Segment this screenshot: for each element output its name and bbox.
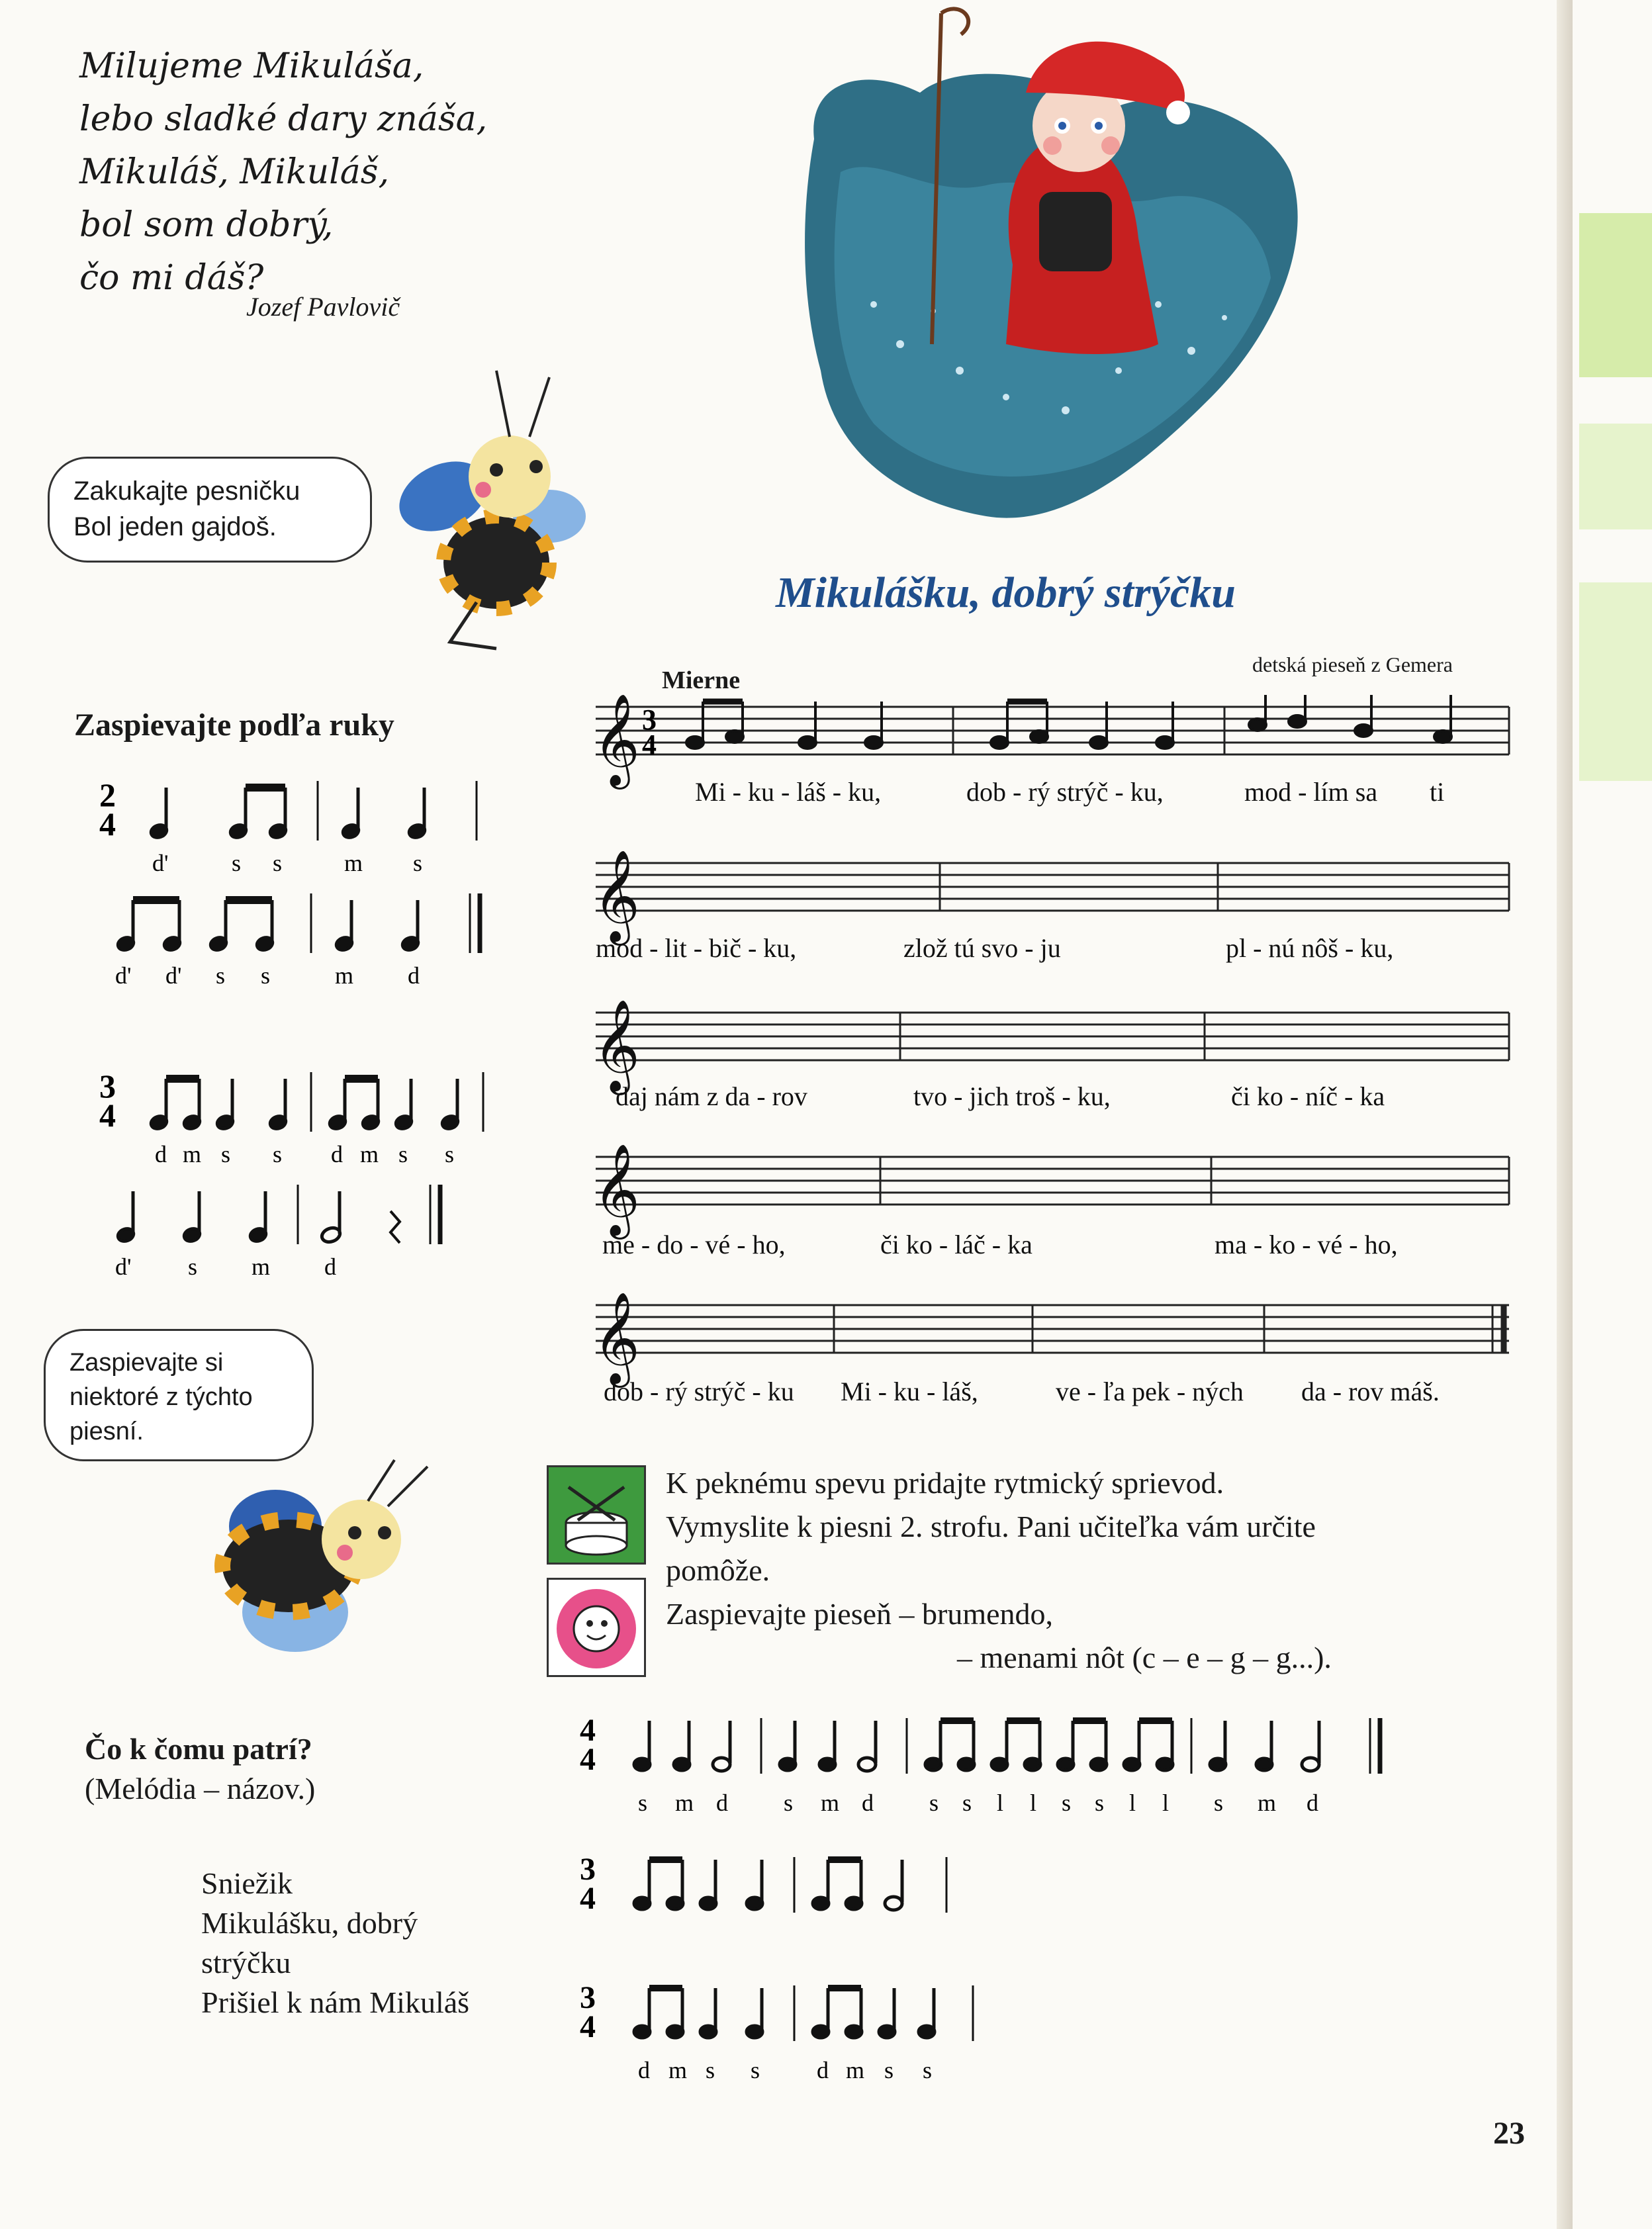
- rhythm-notation-row: [99, 781, 510, 887]
- matching-subheading: (Melódia – názov.): [85, 1772, 316, 1805]
- page-tab-marker: [1579, 582, 1652, 781]
- solmization-syllable: s: [1095, 1790, 1105, 1816]
- time-signature-bottom: 4: [99, 805, 116, 842]
- solmization-syllable: s: [929, 1790, 939, 1816]
- lyric-segment: me - do - vé - ho,: [602, 1230, 786, 1259]
- solmization-syllable: s: [1214, 1790, 1224, 1816]
- solmization-syllable: d': [115, 962, 132, 989]
- time-signature-bottom: 4: [580, 1881, 596, 1916]
- melody-rhythm-row[interactable]: [576, 1850, 1105, 1930]
- lyric-segment: ti: [1430, 777, 1445, 807]
- song-origin: detská pieseň z Gemera: [1252, 653, 1453, 676]
- staff: [596, 1157, 1509, 1205]
- lyric-segment: Mi - ku - láš,: [841, 1377, 978, 1406]
- solmization-syllable: d: [716, 1790, 728, 1816]
- solmization-syllable: m: [183, 1141, 202, 1167]
- bubble-text: Zakukajte pesničku: [73, 477, 300, 506]
- solmization-syllable: d': [152, 850, 169, 876]
- lyric-segment: zlož tú svo - ju: [903, 933, 1061, 963]
- music-score: [569, 695, 1522, 1436]
- solmization-syllable: d: [1307, 1790, 1318, 1816]
- treble-clef-icon: 𝄞: [593, 1144, 640, 1236]
- song-title: Mikulášku, dobrý strýčku: [776, 569, 1236, 617]
- time-signature-bottom: 4: [580, 1742, 596, 1777]
- page-tab-marker: [1579, 213, 1652, 377]
- solmization-syllable: l: [1030, 1790, 1037, 1816]
- treble-clef-icon: 𝄞: [593, 999, 640, 1091]
- melody-rhythm-row[interactable]: [576, 1979, 1105, 2098]
- time-signature-top: 2: [99, 781, 116, 813]
- solmization-syllable: m: [360, 1141, 379, 1167]
- solmization-syllable: s: [962, 1790, 972, 1816]
- lyric-segment: dob - rý strýč - ku,: [966, 777, 1164, 807]
- saint-nicholas-illustration: [788, 0, 1317, 549]
- rhythm-notation-row: [99, 893, 510, 993]
- task-line: – menami nôt (c – e – g – g...).: [957, 1641, 1332, 1674]
- solmization-syllable: d: [817, 2057, 829, 2083]
- solmization-syllable: s: [923, 2057, 933, 2083]
- speech-bubble: [44, 1329, 314, 1461]
- solmization-syllable: s: [273, 1141, 283, 1167]
- lyric-segment: či ko - láč - ka: [880, 1230, 1032, 1259]
- bubble-text: piesní.: [69, 1418, 144, 1445]
- solmization-syllable: d: [324, 1253, 336, 1280]
- solmization-syllable: s: [221, 1141, 231, 1167]
- speech-bubble: [48, 457, 372, 563]
- time-signature-top: 3: [580, 1980, 596, 2015]
- lyric-segment: či ko - níč - ka: [1231, 1081, 1385, 1111]
- staff: [596, 1305, 1509, 1353]
- page-tab-marker: [1579, 424, 1652, 529]
- rhythm-heading: Zaspievajte podľa ruky: [74, 707, 394, 743]
- task-line: Vymyslite k piesni 2. strofu. Pani učiteľka vám určite: [666, 1510, 1316, 1543]
- solmization-syllable: l: [1162, 1790, 1170, 1816]
- solmization-syllable: s: [216, 962, 226, 989]
- lyric-segment: pl - nú nôš - ku,: [1226, 933, 1394, 963]
- song-name[interactable]: Mikulášku, dobrý: [201, 1906, 418, 1940]
- bee-icon: [397, 357, 596, 662]
- humming-bee-icon: [547, 1578, 646, 1677]
- staff: [596, 863, 1509, 911]
- solmization-syllable: m: [668, 2057, 688, 2083]
- solmization-syllable: d: [331, 1141, 343, 1167]
- solmization-syllable: s: [784, 1790, 794, 1816]
- time-signature-top: 3: [99, 1072, 116, 1105]
- solmization-syllable: s: [445, 1141, 455, 1167]
- solmization-syllable: m: [335, 962, 354, 989]
- solmization-syllable: d: [638, 2057, 650, 2083]
- bubble-text: Zaspievajte si: [69, 1349, 224, 1377]
- notes: [686, 695, 1451, 749]
- solmization-syllable: s: [638, 1790, 648, 1816]
- poem-line: lebo sladké dary znáša,: [79, 99, 488, 139]
- solmization-syllable: l: [997, 1790, 1004, 1816]
- poem: [79, 40, 487, 304]
- solmization-syllable: m: [821, 1790, 840, 1816]
- poem-line: čo mi dáš?: [79, 258, 264, 298]
- solmization-syllable: m: [1258, 1790, 1277, 1816]
- poem-line: Milujeme Mikuláša,: [79, 46, 424, 86]
- lyric-segment: ma - ko - vé - ho,: [1215, 1230, 1398, 1259]
- song-name[interactable]: Sniežik: [201, 1866, 293, 1900]
- solmization-syllable: s: [261, 962, 271, 989]
- time-signature-top: 3: [580, 1852, 596, 1887]
- task-text: [666, 1461, 1332, 1680]
- melody-rhythm-row[interactable]: [576, 1711, 1502, 1831]
- lyric-segment: daj nám z da - rov: [616, 1081, 807, 1111]
- poem-line: bol som dobrý,: [79, 205, 334, 245]
- time-signature-bottom: 4: [580, 2009, 596, 2044]
- matching-heading: Čo k čomu patrí?: [85, 1732, 312, 1766]
- rhythm-notation-row: [99, 1072, 510, 1171]
- time-signature-bottom: 4: [642, 729, 657, 761]
- drum-icon: [547, 1465, 646, 1565]
- solmization-syllable: s: [273, 850, 283, 876]
- staff: [596, 1013, 1509, 1060]
- solmization-syllable: s: [884, 2057, 894, 2083]
- solmization-syllable: s: [188, 1253, 198, 1280]
- solmization-syllable: s: [232, 850, 242, 876]
- poem-author: Jozef Pavlovič: [246, 292, 400, 322]
- solmization-syllable: d: [408, 962, 420, 989]
- solmization-syllable: d: [155, 1141, 167, 1167]
- time-signature-top: 4: [580, 1713, 596, 1748]
- solmization-syllable: s: [751, 2057, 760, 2083]
- bubble-text: Bol jeden gajdoš.: [73, 512, 277, 541]
- lyric-segment: dob - rý strýč - ku: [604, 1377, 794, 1406]
- solmization-syllable: l: [1129, 1790, 1136, 1816]
- lyric-segment: ve - ľa pek - ných: [1056, 1377, 1244, 1406]
- tempo-marking: Mierne: [662, 666, 741, 694]
- solmization-syllable: m: [846, 2057, 865, 2083]
- rhythm-notation-row: [99, 1185, 510, 1284]
- solmization-syllable: m: [252, 1253, 271, 1280]
- lyric-segment: mod - lit - bič - ku,: [596, 933, 797, 963]
- solmization-syllable: d: [862, 1790, 874, 1816]
- time-signature-top: 3: [642, 704, 657, 736]
- task-line: K peknému spevu pridajte rytmický sprievod.: [666, 1466, 1224, 1500]
- solmization-syllable: d': [165, 962, 182, 989]
- lyric-segment: tvo - jich troš - ku,: [913, 1081, 1111, 1111]
- lyric-segment: da - rov máš.: [1301, 1377, 1440, 1406]
- task-line: pomôže.: [666, 1553, 770, 1587]
- solmization-syllable: s: [398, 1141, 408, 1167]
- solmization-syllable: s: [1062, 1790, 1072, 1816]
- treble-clef-icon: 𝄞: [593, 1292, 640, 1384]
- solmization-syllable: d': [115, 1253, 132, 1280]
- solmization-syllable: s: [706, 2057, 715, 2083]
- song-name[interactable]: strýčku: [201, 1946, 291, 1979]
- bee-icon: [196, 1453, 434, 1705]
- song-name[interactable]: Prišiel k nám Mikuláš: [201, 1985, 470, 2019]
- lyric-segment: Mi - ku - láš - ku,: [695, 777, 882, 807]
- treble-clef-icon: 𝄞: [593, 850, 640, 942]
- poem-line: Mikuláš, Mikuláš,: [79, 152, 389, 192]
- lyric-segment: mod - lím sa: [1244, 777, 1378, 807]
- bubble-text: niektoré z týchto: [69, 1383, 253, 1411]
- treble-clef-icon: 𝄞: [593, 695, 640, 786]
- solmization-syllable: m: [675, 1790, 694, 1816]
- song-name-list: [201, 1864, 469, 2023]
- solmization-syllable: m: [344, 850, 363, 876]
- task-line: Zaspievajte pieseň – brumendo,: [666, 1597, 1054, 1631]
- solmization-syllable: s: [413, 850, 423, 876]
- page-number: 23: [1493, 2116, 1525, 2151]
- time-signature-bottom: 4: [99, 1097, 116, 1134]
- page-binding-edge: [1557, 0, 1573, 2229]
